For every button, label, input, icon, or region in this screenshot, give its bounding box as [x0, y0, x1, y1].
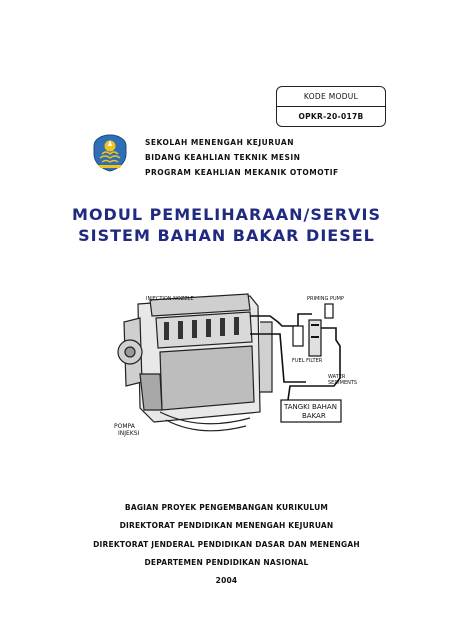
tut-wuri-handayani-logo — [92, 134, 128, 172]
label-fuel-tank-2: BAKAR — [302, 412, 326, 420]
footer-line-ministry: DEPARTEMEN PENDIDIKAN NASIONAL — [144, 557, 309, 567]
diesel-fuel-system-illustration — [100, 282, 370, 446]
department-line: BIDANG KEAHLIAN TEKNIK MESIN — [145, 153, 301, 162]
module-title-line-2: SISTEM BAHAN BAKAR DIESEL — [78, 226, 375, 245]
footer-line-project: BAGIAN PROYEK PENGEMBANGAN KURIKULUM — [124, 503, 329, 512]
module-code-value: OPKR-20-017B — [298, 112, 364, 121]
label-fuel-tank: TANGKI BAHAN — [284, 403, 337, 411]
module-title-line-1: MODUL PEMELIHARAAN/SERVIS — [72, 205, 381, 224]
label-injection-nozzle: INJECTION NOZZLE — [146, 296, 194, 302]
program-line: PROGRAM KEAHLIAN MEKANIK OTOMOTIF — [145, 168, 339, 177]
school-block — [145, 135, 339, 180]
footer-block — [0, 499, 453, 590]
footer-year: 2004 — [215, 576, 238, 586]
footer-line-directorate: DIREKTORAT PENDIDIKAN MENENGAH KEJURUAN — [119, 521, 334, 531]
footer-line-directorate-general: DIREKTORAT JENDERAL PENDIDIKAN DASAR DAN MENENGAH — [93, 539, 360, 549]
label-water-sediments: WATER — [328, 374, 346, 380]
module-code-label: KODE MODUL — [277, 87, 385, 107]
school-line: SEKOLAH MENENGAH KEJURUAN — [145, 138, 294, 147]
label-fuel-filter: FUEL FILTER — [292, 358, 323, 364]
label-injection-pump: POMPA — [114, 423, 135, 430]
label-injection-pump-2: INJEKSI — [118, 430, 140, 437]
module-code-box — [276, 86, 386, 127]
label-water-sediments-2: SEDIMENTS — [328, 380, 358, 386]
module-title — [0, 204, 453, 246]
label-priming-pump: PRIMING PUMP — [307, 296, 344, 302]
